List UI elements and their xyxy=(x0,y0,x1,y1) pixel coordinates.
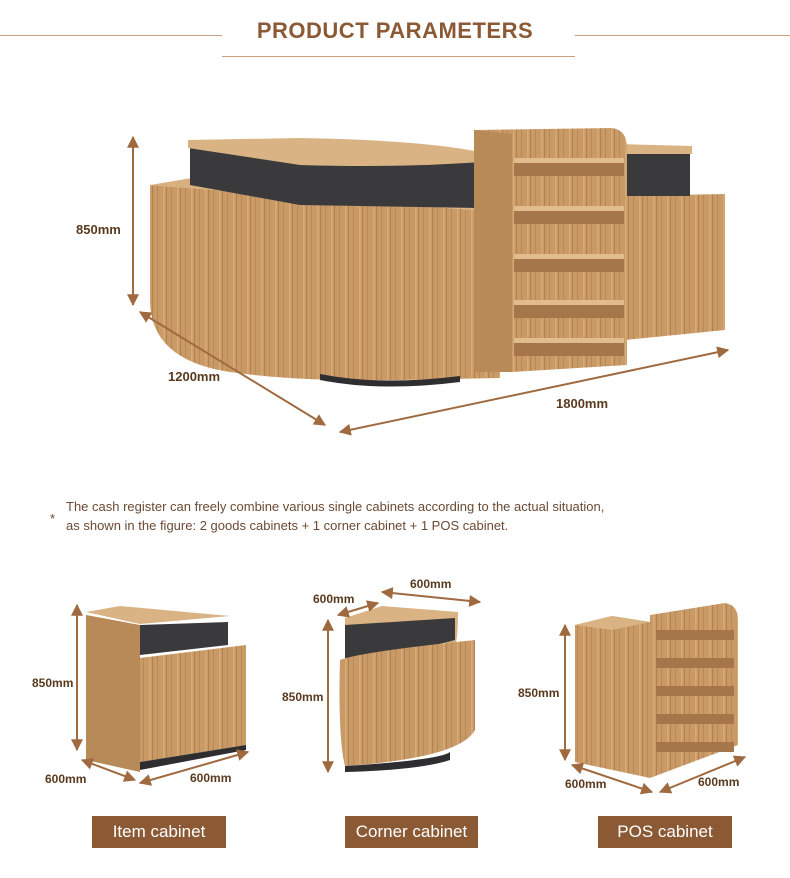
note-line-2: as shown in the figure: 2 goods cabinets + 1 corner cabinet + 1 POS cabinet. xyxy=(66,518,509,533)
corner-depth-label: 600mm xyxy=(313,592,355,606)
item-height-label: 850mm xyxy=(32,676,74,690)
corner-width-label: 600mm xyxy=(410,577,452,591)
main-counter-illustration xyxy=(150,128,725,387)
width-dim-label: 1800mm xyxy=(556,396,609,411)
item-cabinet-illustration xyxy=(86,606,246,772)
note-marker: * xyxy=(50,511,56,526)
pos-height-label: 850mm xyxy=(518,686,560,700)
corner-width-dim-line xyxy=(382,592,480,602)
pos-width-label: 600mm xyxy=(698,775,740,789)
page-title: PRODUCT PARAMETERS xyxy=(256,18,534,43)
combination-note xyxy=(66,497,706,535)
item-width-label: 600mm xyxy=(190,771,232,785)
corner-height-label: 850mm xyxy=(282,690,324,704)
height-dim-label: 850mm xyxy=(76,222,121,237)
corner-cabinet-illustration xyxy=(340,606,475,772)
pos-cabinet-illustration xyxy=(575,603,738,778)
corner-cabinet-label: Corner cabinet xyxy=(345,816,478,848)
item-cabinet-label: Item cabinet xyxy=(92,816,226,848)
pos-depth-label: 600mm xyxy=(565,777,607,791)
item-depth-label: 600mm xyxy=(45,772,87,786)
note-line-1: The cash register can freely combine various single cabinets according to the actual situation, xyxy=(66,499,605,514)
pos-cabinet-label: POS cabinet xyxy=(598,816,732,848)
depth-dim-label: 1200mm xyxy=(168,369,221,384)
